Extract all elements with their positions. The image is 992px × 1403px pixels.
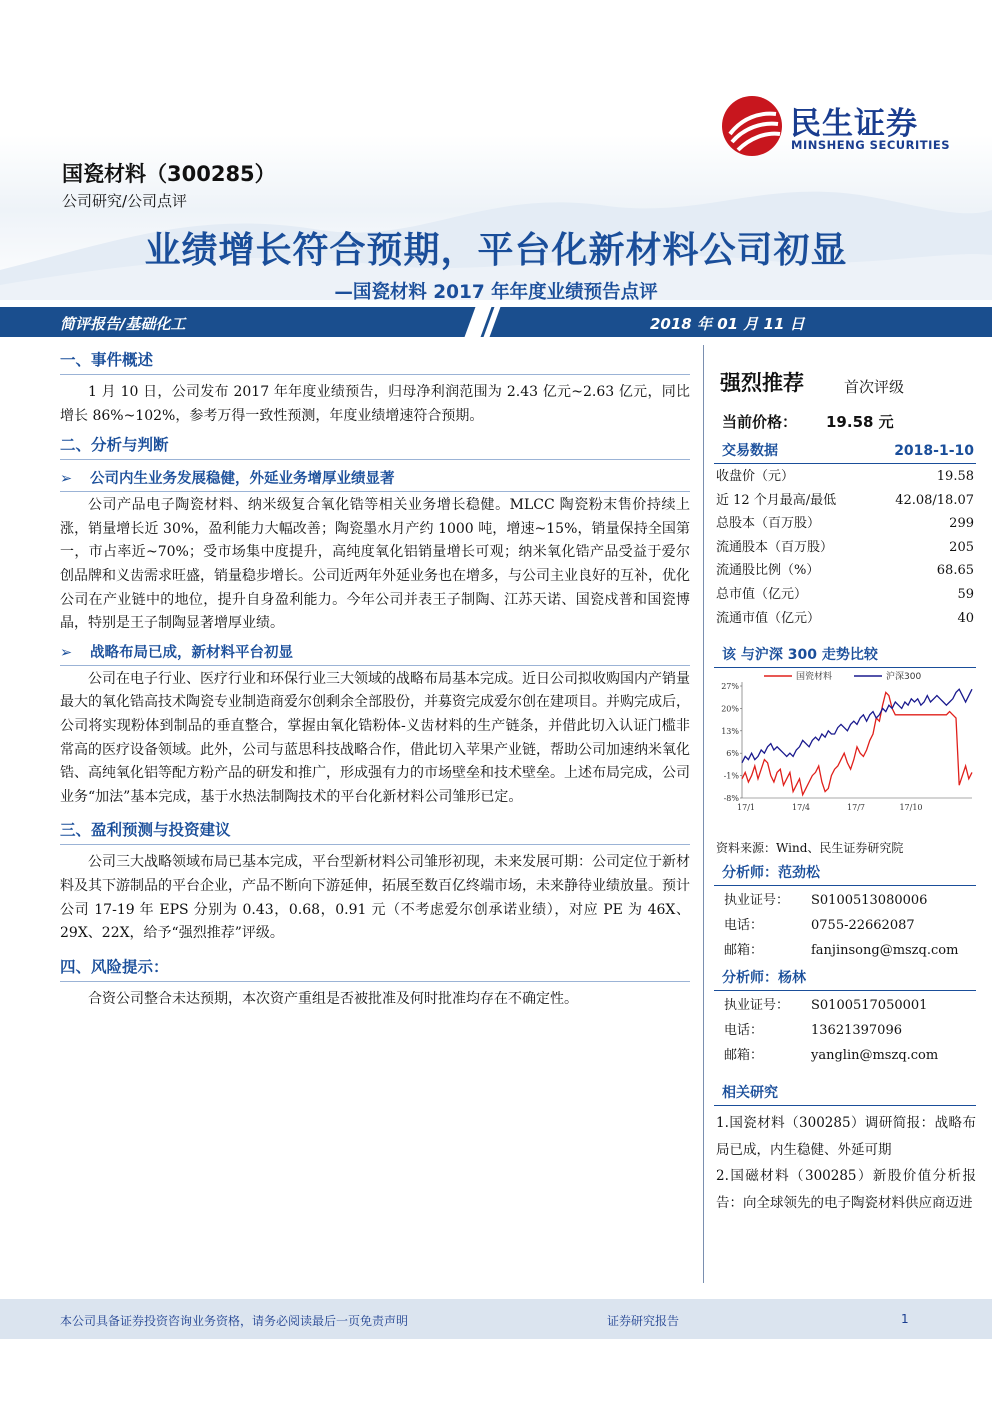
paragraph: 公司产品电子陶瓷材料、纳米级复合氧化锆等相关业务增长稳健。MLCC 陶瓷粉末售价持续上涨，销量增长近 30%，盈利能力大幅改善；陶瓷墨水月产约 1000 吨，增速~15%，销量保持全国第一，市占率近~70%；受市场集中度提升，高纯度氧化铝销量增长可观；纳米氧化锆产品受益于爱尔创品牌和义齿需求旺盛，销量稳步增长。公司近两年外延业务也在增多，与公司主业良好的互补，优化公司在产业链中的地位，提升自身盈利能力。今年公司并表王子制陶、江苏天诺、国瓷戍普和国瓷博晶，特别是王子制陶显著增厚业绩。 xyxy=(60,497,690,632)
info-row xyxy=(714,938,976,963)
info-row xyxy=(714,536,976,560)
info-value: 42.08/18.07 xyxy=(895,492,974,508)
chart-heading xyxy=(714,642,976,668)
analyst-title: 分析师：范劲松 xyxy=(722,865,820,882)
rating-value: 强烈推荐 xyxy=(720,371,804,395)
related-heading xyxy=(714,1080,976,1106)
info-value: 59 xyxy=(957,586,974,602)
info-row xyxy=(714,913,976,938)
y-tick-label: 20% xyxy=(721,704,739,714)
info-key: 邮箱： xyxy=(724,943,764,959)
info-value: 13621397096 xyxy=(811,1023,902,1039)
x-tick-label: 17/10 xyxy=(899,803,923,813)
info-key: 流通市值（亿元） xyxy=(716,610,821,626)
info-row xyxy=(714,465,976,489)
y-tick-label: -1% xyxy=(723,771,739,781)
info-key: 电话： xyxy=(724,918,764,934)
column-divider xyxy=(703,345,704,1283)
info-value: 40 xyxy=(957,610,974,626)
info-key: 电话： xyxy=(724,1023,764,1039)
related-item[interactable]: 1.国瓷材料（300285）调研简报：战略布局已成，内生稳健、外延可期 xyxy=(716,1115,976,1158)
info-row xyxy=(714,489,976,513)
subsection-heading xyxy=(60,466,690,492)
y-tick-label: 27% xyxy=(721,682,739,692)
info-value: 299 xyxy=(949,516,974,532)
chart-title: 该 与沪深 300 走势比较 xyxy=(722,647,878,664)
subsection-title: 战略布局已成，新材料平台初显 xyxy=(90,644,293,661)
info-row xyxy=(714,1018,976,1043)
section-heading: 四、风险提示： xyxy=(60,952,690,982)
subsection-heading xyxy=(60,640,690,666)
paragraph: 公司三大战略领域布局已基本完成，平台型新材料公司雏形初现，未来发展可期：公司定位于新材料及其下游制品的平台企业，产品不断向下游延伸，拓展至数百亿终端市场，未来静待业绩放量。预计公司 17-19 年 EPS 分别为 0.43，0.68，0.91 元（不考虑爱尔创承诺业绩），对应 PE 为 46X、29X、22X，给予“强烈推荐”评级。 xyxy=(60,854,690,942)
main-content xyxy=(60,345,690,1011)
analyst-info xyxy=(714,886,976,963)
paragraph: 合资公司整合未达预期，本次资产重组是否被批准及何时批准均存在不确定性。 xyxy=(88,990,578,1007)
section-heading: 三、盈利预测与投资建议 xyxy=(60,815,690,845)
price-block xyxy=(714,393,976,431)
x-tick-label: 17/4 xyxy=(792,803,810,813)
info-key: 总市值（亿元） xyxy=(716,586,808,602)
trade-data-title: 交易数据 xyxy=(722,443,778,459)
analyst-info xyxy=(714,991,976,1068)
info-value: 68.65 xyxy=(936,563,974,579)
footer xyxy=(0,1299,992,1339)
chart-background xyxy=(714,668,976,838)
info-value: fanjinsong@mszq.com xyxy=(811,943,959,959)
legend-label: 沪深300 xyxy=(886,672,922,683)
page-number: 1 xyxy=(901,1312,909,1326)
info-key: 执业证号： xyxy=(724,998,790,1014)
info-value: 0755-22662087 xyxy=(811,918,915,934)
paragraph: 公司在电子行业、医疗行业和环保行业三大领域的战略布局基本完成。近日公司拟收购国内产销量最大的氧化锆高技术陶瓷专业制造商爱尔创剩余全部股份，并募资完成爱尔创在建项目。并购完成后，公司将实现粉体到制品的垂直整合，掌握由氧化锆粉体-义齿材料的生产链条，并借此切入认证门槛非常高的医疗设备领域。此外，公司与蓝思科技战略合作，借此切入苹果产业链，帮助公司加速纳米氧化锆、高纯氧化铝等配方粉产品的研发和推广，形成强有力的市场壁垒和技术壁垒。上述布局完成，公司业务“加法”基本完成，基于水热法制陶技术的平台化新材料公司雏形已定。 xyxy=(60,670,690,805)
section-heading: 二、分析与判断 xyxy=(60,430,690,460)
info-row xyxy=(714,607,976,631)
info-key: 总股本（百万股） xyxy=(716,516,821,532)
price-label: 当前价格： xyxy=(722,413,798,431)
sidebar xyxy=(714,345,976,1216)
x-tick-label: 17/7 xyxy=(847,803,865,813)
brand-logo xyxy=(722,96,962,158)
y-tick-label: -8% xyxy=(723,794,739,804)
info-row xyxy=(714,512,976,536)
info-row xyxy=(714,583,976,607)
related-title: 相关研究 xyxy=(722,1085,778,1102)
report-date: 2018 年 01 月 11 日 xyxy=(650,315,805,333)
logo-text-cn: 民生证券 xyxy=(790,106,918,142)
company-name: 国瓷材料（300285） xyxy=(62,162,276,186)
info-key: 收盘价（元） xyxy=(716,469,795,484)
legend-label: 国瓷材料 xyxy=(796,672,833,683)
rating-note: 首次评级 xyxy=(844,378,905,396)
info-value: 205 xyxy=(949,539,974,555)
info-key: 流通股本（百万股） xyxy=(716,539,834,555)
info-row xyxy=(714,888,976,913)
stock-chart-svg xyxy=(714,668,976,838)
info-key: 近 12 个月最高/最低 xyxy=(716,492,837,508)
trade-data-table xyxy=(714,464,976,630)
arrow-icon: ➢ xyxy=(60,471,73,488)
logo-swoosh-icon xyxy=(722,96,782,156)
y-tick-label: 13% xyxy=(721,726,739,736)
price-value: 19.58 元 xyxy=(826,413,894,431)
info-value: S0100517050001 xyxy=(811,998,928,1014)
info-value: yanglin@mszq.com xyxy=(811,1048,939,1064)
info-row xyxy=(714,1043,976,1068)
analyst-heading xyxy=(714,965,976,991)
section-heading: 一、事件概述 xyxy=(60,345,690,375)
info-key: 执业证号： xyxy=(724,893,790,909)
report-type: 公司研究/公司点评 xyxy=(62,192,188,210)
info-value: S0100513080006 xyxy=(811,893,928,909)
arrow-icon: ➢ xyxy=(60,644,73,661)
info-row xyxy=(714,993,976,1018)
rating-block xyxy=(714,345,976,396)
footer-disclaimer: 本公司具备证券投资咨询业务资格，请务必阅读最后一页免责声明 xyxy=(60,1314,409,1328)
analyst-title: 分析师：杨林 xyxy=(722,970,806,987)
footer-label: 证券研究报告 xyxy=(607,1314,680,1328)
info-key: 邮箱： xyxy=(724,1048,764,1064)
subsection-title: 公司内生业务发展稳健，外延业务增厚业绩显著 xyxy=(90,471,395,488)
report-category: 简评报告/基础化工 xyxy=(60,315,186,333)
x-tick-label: 17/1 xyxy=(737,803,755,813)
related-list xyxy=(714,1106,976,1216)
y-tick-label: 6% xyxy=(726,749,739,759)
chart-source: 资料来源：Wind、民生证券研究院 xyxy=(716,841,904,856)
info-key: 流通股比例（%） xyxy=(716,563,820,579)
info-row xyxy=(714,559,976,583)
trade-data-date: 2018-1-10 xyxy=(894,443,974,459)
info-value: 19.58 xyxy=(936,469,974,484)
logo-mark xyxy=(722,96,782,156)
analyst-heading xyxy=(714,860,976,886)
stock-chart xyxy=(714,668,976,838)
page-subtitle: —国瓷材料 2017 年年度业绩预告点评 xyxy=(334,282,658,303)
paragraph: 1 月 10 日，公司发布 2017 年年度业绩预告，归母净利润范围为 2.43 亿元~2.63 亿元，同比增长 86%~102%，参考万得一致性预测，年度业绩增速符合预期。 xyxy=(60,384,690,424)
related-item[interactable]: 2.国磁材料（300285）新股价值分析报告：向全球领先的电子陶瓷材料供应商迈进 xyxy=(716,1168,976,1211)
page-title: 业绩增长符合预期，平台化新材料公司初显 xyxy=(144,230,848,271)
trade-data-heading xyxy=(714,438,976,464)
logo-text-en: MINSHENG SECURITIES xyxy=(791,138,950,152)
